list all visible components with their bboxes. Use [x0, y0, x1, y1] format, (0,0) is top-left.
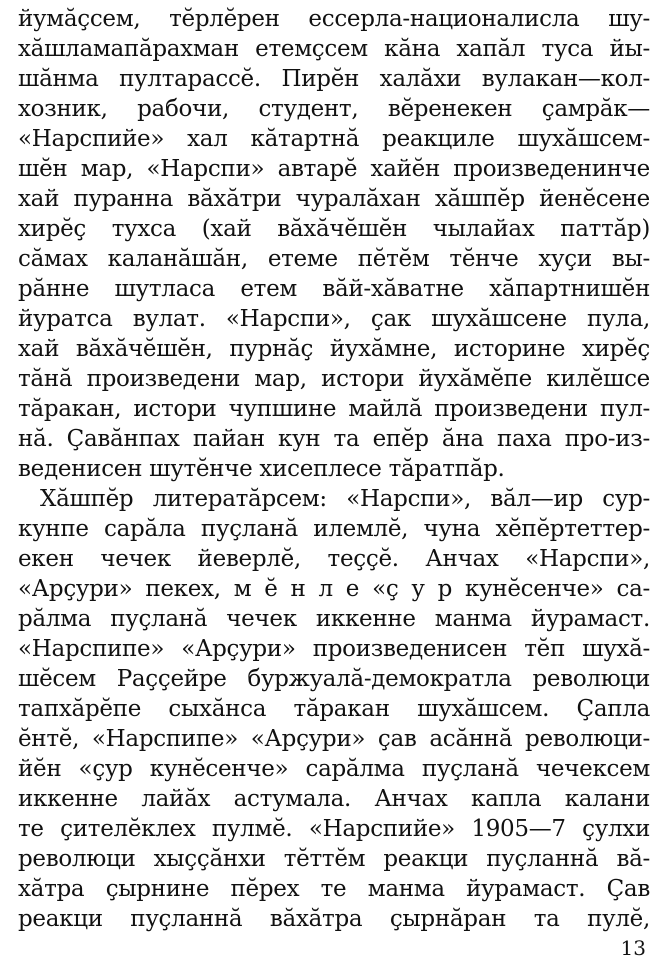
text-line: реакци пуҫланнӑ вӑхӑтра ҫырнӑран та пулӗ,: [18, 906, 650, 932]
text-line: «Арҫури» пекех, м ӗ н л е «ҫ у р кунӗсенче» са-: [18, 576, 650, 602]
text-line: хӑтра ҫырнине пӗрех те манма йурамаст. Ҫав: [18, 876, 650, 902]
text-line: йумӑҫсем, тӗрлӗрен ессерла-националисла шу-: [18, 6, 650, 32]
text-line: шӑнма пултарассӗ. Пирӗн халӑхи вулакан—кол-: [18, 66, 650, 92]
page-number: 13: [620, 936, 646, 960]
text-line: тапхӑрӗпе сыхӑнса тӑракан шухӑшсем. Ҫапла: [18, 696, 650, 722]
text-line: ӗнтӗ, «Нарспипе» «Арҫури» ҫав асӑннӑ революци-: [18, 726, 650, 752]
text-line: хай вӑхӑчӗшӗн, пурнӑҫ йухӑмне, историне хирӗҫ: [18, 336, 650, 362]
text-line: хозник, рабочи, студент, вӗренекен ҫамрӑк—: [18, 96, 650, 122]
text-line: «Нарспипе» «Арҫури» произведенисен тӗп шухӑ-: [18, 636, 650, 662]
text-line: нӑ. Ҫавӑнпах пайан кун та епӗр ӑна паха про-из-: [18, 426, 650, 452]
text-line: йӗн «ҫур кунӗсенче» сарӑлма пуҫланӑ чечексем: [18, 756, 650, 782]
text-line: екен чечек йеверлӗ, теҫҫӗ. Анчах «Нарспи»,: [18, 546, 650, 572]
text-line: «Нарспийе» хал кӑтартнӑ реакциле шухӑшсем-: [18, 126, 650, 152]
paragraph-last-line: веденисен шутӗнче хисеплесе тӑратпӑр.: [18, 456, 505, 482]
paragraph-first-line: Хӑшпӗр литератӑрсем: «Нарспи», вӑл—ир сур-: [40, 486, 650, 512]
body-text: [18, 4, 650, 934]
text-line: революци хыҫҫӑнхи тӗттӗм реакци пуҫланнӑ вӑ-: [18, 846, 650, 872]
text-line: шӗсем Раҫҫейре буржуалӑ-демократла революци: [18, 666, 650, 692]
text-line: хирӗҫ тухса (хай вӑхӑчӗшӗн чылайах паттӑр): [18, 216, 650, 242]
text-line: кунпе сарӑла пуҫланӑ илемлӗ, чуна хӗпӗртеттер-: [18, 516, 650, 542]
text-line: йуратса вулат. «Нарспи», ҫак шухӑшсене пула,: [18, 306, 650, 332]
text-line: хай пуранна вӑхӑтри чуралӑхан хӑшпӗр йенӗсене: [18, 186, 650, 212]
text-line: те ҫителӗклех пулмӗ. «Нарспийе» 1905—7 ҫулхи: [18, 816, 650, 842]
text-line: иккенне лайӑх астумала. Анчах капла калани: [18, 786, 650, 812]
text-line: тӑнӑ произведени мар, истори йухӑмӗпе килӗшсе: [18, 366, 650, 392]
text-line: тӑракан, истори чупшине майлӑ произведени пул-: [18, 396, 650, 422]
text-line: рӑлма пуҫланӑ чечек иккенне манма йурамаст.: [18, 606, 650, 632]
text-line: шӗн мар, «Нарспи» автарӗ хайӗн произведенинче: [18, 156, 650, 182]
text-line: хӑшламапӑрахман етемҫсем кӑна хапӑл туса йы-: [18, 36, 650, 62]
text-line: рӑнне шутласа етем вӑй-хӑватне хӑпартнишӗн: [18, 276, 650, 302]
text-line: сӑмах каланӑшӑн, етеме пӗтӗм тӗнче хуҫи вы-: [18, 246, 650, 272]
